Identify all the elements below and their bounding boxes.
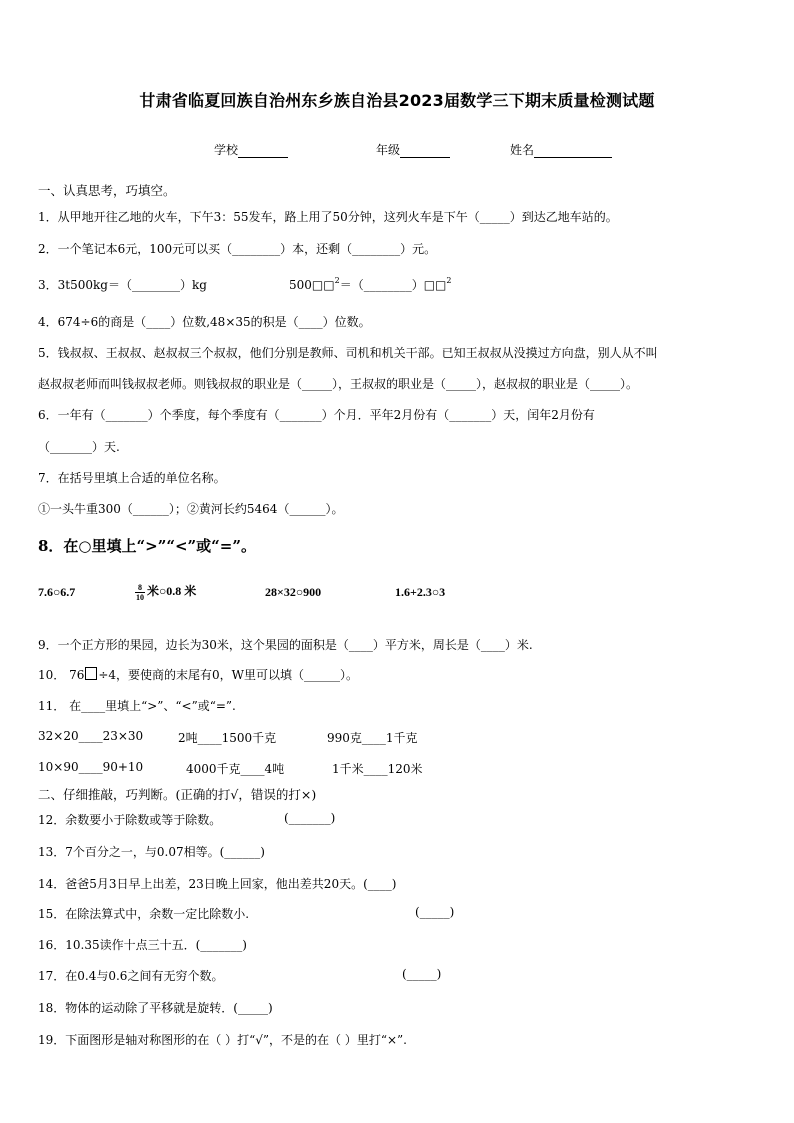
question-15-blank: (_____): [415, 905, 455, 919]
name-blank[interactable]: [534, 145, 612, 158]
school-field: [214, 141, 288, 158]
fraction-denominator: 10: [136, 592, 144, 602]
q11-row1-b: 2吨____1500千克: [178, 731, 277, 745]
question-7: 7．在括号里填上合适的单位名称。: [38, 471, 226, 485]
question-12: 12．余数要小于除数或等于除数。: [38, 813, 222, 827]
question-5-line-2: 赵叔叔老师而叫钱叔叔老师。则钱叔叔的职业是（_____），王叔叔的职业是（_____），赵叔叔的职业是（_____）。: [38, 377, 639, 391]
question-13: 13．7个百分之一，与0.07相等。(______): [38, 845, 265, 859]
q3b-eq: ＝（________）: [339, 278, 424, 292]
question-4: 4．674÷6的商是（____）位数,48×35的积是（____）位数。: [38, 315, 371, 329]
q3b-number: 500: [289, 278, 312, 292]
question-3b: [289, 276, 451, 293]
q11-row1-a: 32×20____23×30: [38, 729, 144, 743]
name-label: 姓名: [510, 143, 535, 157]
school-label: 学校: [214, 143, 239, 157]
school-blank[interactable]: [238, 145, 288, 158]
q8-item-b-text: 米○0.8 米: [147, 584, 197, 598]
q8-fraction: [135, 583, 145, 602]
question-11: 11． 在____里填上“>”、“<”或“=”.: [38, 699, 236, 713]
question-1: 1．从甲地开往乙地的火车，下午3：55发车，路上用了50分钟，这列火车是下午（_____）到达乙地车站的。: [38, 210, 618, 224]
question-2: 2．一个笔记本6元，100元可以买（________）本，还剩（________）元。: [38, 242, 437, 256]
question-8: 8．在○里填上“>”“<”或“=”。: [38, 537, 256, 555]
question-19: 19．下面图形是轴对称图形的在（ ）打“√”，不是的在（ ）里打“×”.: [38, 1033, 407, 1047]
question-3a: 3．3t500kg＝（________）kg: [38, 278, 207, 292]
question-18: 18．物体的运动除了平移就是旋转．(_____): [38, 1001, 273, 1015]
name-field: [510, 141, 612, 158]
q8-item-b: [135, 582, 196, 602]
q3b-unit: □□: [311, 278, 335, 292]
q11-row2-a: 10×90____90+10: [38, 760, 144, 774]
question-6-line-1: 6．一年有（_______）个季度，每个季度有（_______）个月．平年2月份有（_______）天，闰年2月份有: [38, 408, 595, 422]
q10-post: ÷4，要使商的末尾有0，W里可以填（______）。: [98, 668, 359, 682]
q3b-sup2: 2: [446, 276, 452, 285]
q8-item-c: 28×32○900: [265, 585, 322, 599]
q11-row2-b: 4000千克____4吨: [186, 762, 285, 776]
question-17: 17．在0.4与0.6之间有无穷个数。: [38, 969, 224, 983]
q11-row2-c: 1千米____120米: [332, 762, 423, 776]
question-12-blank: (_______): [284, 811, 336, 825]
q10-pre: 10． 76: [38, 668, 85, 682]
q8-item-d: 1.6+2.3○3: [395, 585, 446, 599]
q11-row1-c: 990克____1千克: [327, 731, 418, 745]
q8-item-a: 7.6○6.7: [38, 585, 76, 599]
question-5-line-1: 5．钱叔叔、王叔叔、赵叔叔三个叔叔，他们分别是教师、司机和机关干部。已知王叔叔从没摸过方向盘，别人从不叫: [38, 346, 658, 360]
question-6-line-2: （_______）天.: [38, 440, 120, 454]
blank-box-icon: [85, 667, 97, 680]
question-10: [38, 666, 358, 683]
grade-field: [376, 141, 450, 158]
question-16: 16．10.35读作十点三十五．(_______): [38, 938, 247, 952]
question-7-sub: ①一头牛重300（______）；②黄河长约5464（______）。: [38, 502, 344, 516]
q3b-unit2: □□: [423, 278, 447, 292]
question-15: 15．在除法算式中，余数一定比除数小.: [38, 907, 250, 921]
grade-label: 年级: [376, 143, 401, 157]
q3b-sup: 2: [334, 276, 340, 285]
fraction-numerator: 8: [135, 583, 145, 593]
question-17-blank: (_____): [402, 967, 442, 981]
question-14: 14．爸爸5月3日早上出差，23日晚上回家，他出差共20天。(____): [38, 877, 397, 891]
section-2-heading: 二、仔细推敲，巧判断。(正确的打√，错误的打×): [38, 787, 317, 802]
grade-blank[interactable]: [400, 145, 450, 158]
question-9: 9．一个正方形的果园，边长为30米，这个果园的面积是（____）平方米，周长是（____）米.: [38, 638, 533, 652]
section-1-heading: 一、认真思考，巧填空。: [38, 183, 176, 198]
page-title: 甘肃省临夏回族自治州东乡族自治县2023届数学三下期末质量检测试题: [139, 91, 655, 110]
